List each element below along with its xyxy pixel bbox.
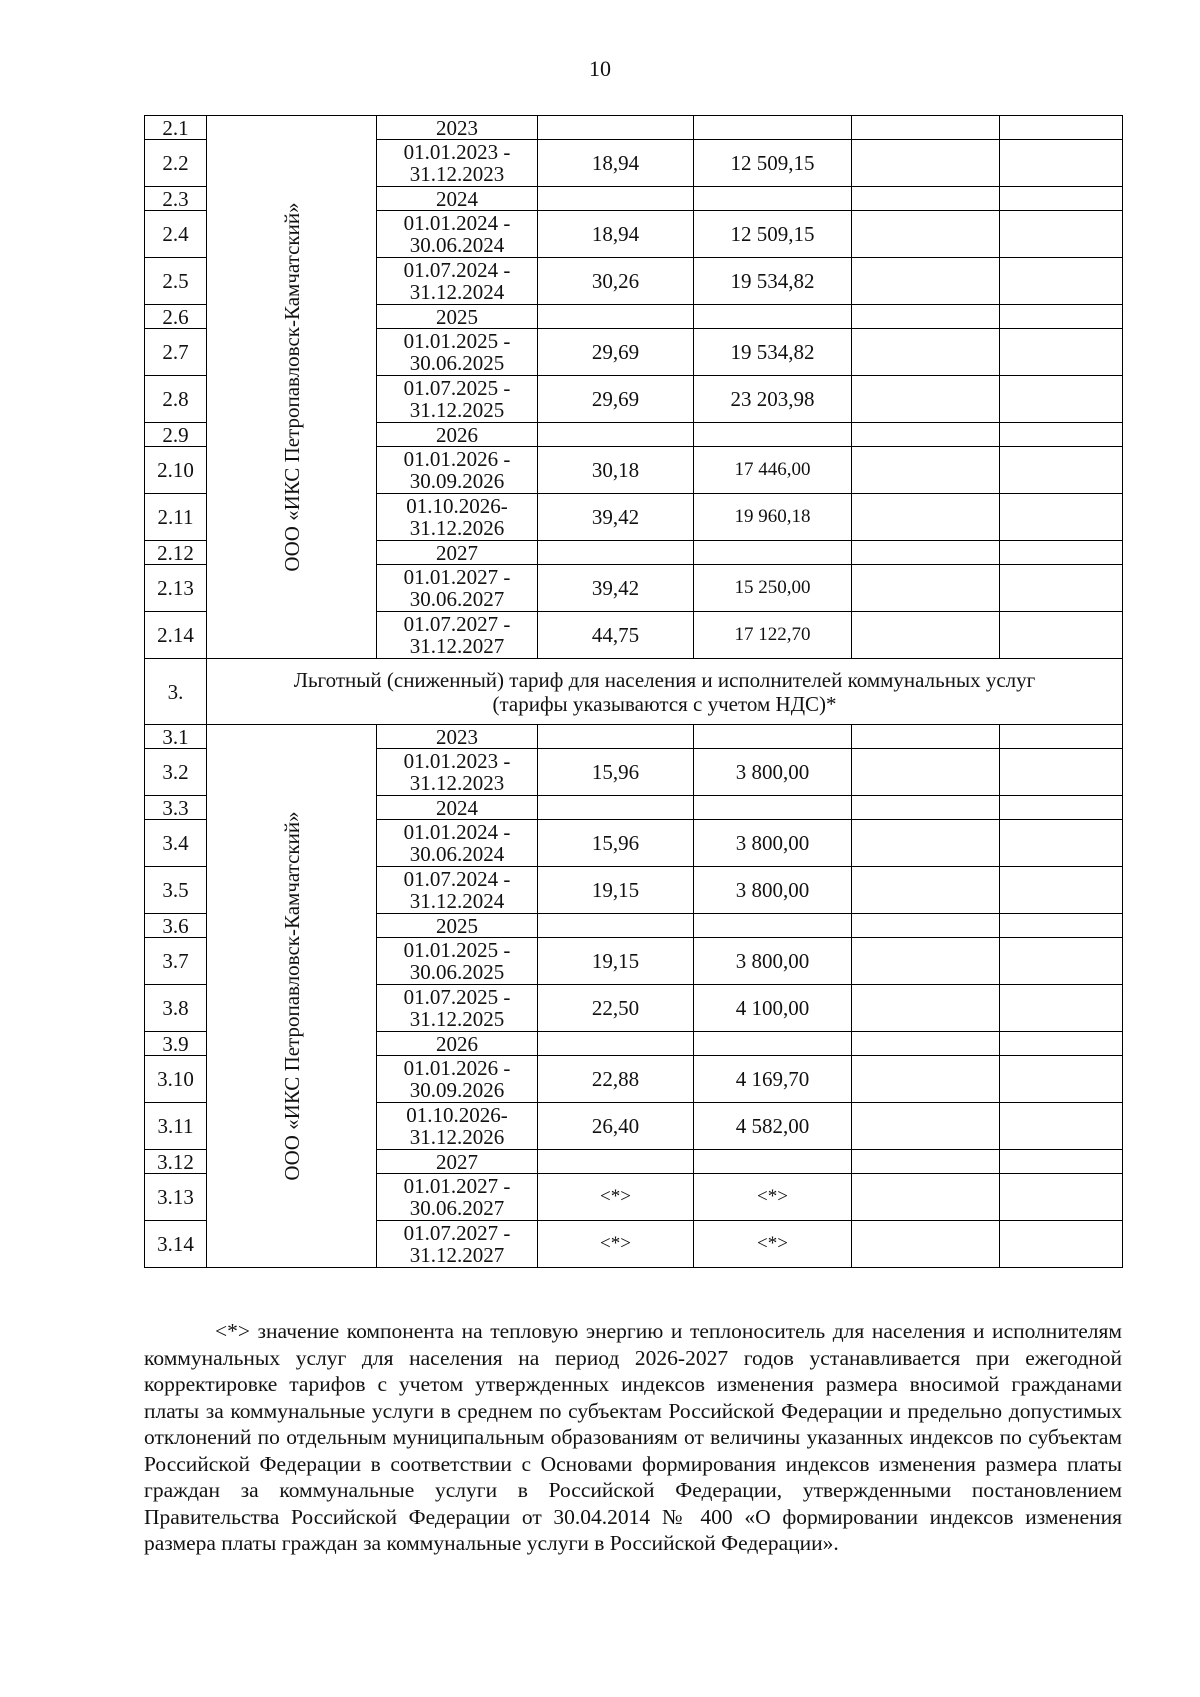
value-cell-1: 22,50 [538, 985, 694, 1032]
period-cell [377, 494, 538, 541]
section-3-body [145, 725, 1123, 1268]
value-cell-1: 39,42 [538, 565, 694, 612]
row-number: 3.7 [145, 938, 207, 985]
value-cell-2: 3 800,00 [694, 867, 852, 914]
empty-cell [852, 1103, 1000, 1150]
period-start: 01.01.2023 - [403, 749, 511, 773]
value-cell-1: 30,26 [538, 258, 694, 305]
row-number: 3.11 [145, 1103, 207, 1150]
organization-cell [207, 116, 377, 659]
empty-cell [852, 376, 1000, 423]
empty-cell [694, 914, 852, 938]
section-title-line-1: Льготный (сниженный) тариф для населения и исполнителей коммунальных услуг [293, 667, 1036, 692]
row-number: 3.5 [145, 867, 207, 914]
value-cell-1: 22,88 [538, 1056, 694, 1103]
empty-cell [852, 867, 1000, 914]
period-end: 30.06.2024 [409, 842, 505, 866]
row-number: 3.12 [145, 1150, 207, 1174]
value-cell-1: 29,69 [538, 376, 694, 423]
period-start: 01.10.2026- [406, 1103, 508, 1127]
period-end: 31.12.2027 [409, 634, 505, 658]
value-cell-2: 3 800,00 [694, 820, 852, 867]
empty-cell [1000, 211, 1123, 258]
value-cell-2: 4 582,00 [694, 1103, 852, 1150]
row-number: 3.2 [145, 749, 207, 796]
empty-cell [852, 796, 1000, 820]
empty-cell [852, 305, 1000, 329]
row-number: 2.5 [145, 258, 207, 305]
empty-cell [538, 1150, 694, 1174]
empty-cell [852, 1032, 1000, 1056]
empty-cell [852, 565, 1000, 612]
value-cell-1: 30,18 [538, 447, 694, 494]
empty-cell [852, 329, 1000, 376]
year-cell: 2025 [377, 305, 538, 329]
period-start: 01.01.2023 - [403, 140, 511, 164]
row-number: 3.6 [145, 914, 207, 938]
empty-cell [852, 447, 1000, 494]
empty-cell [1000, 1056, 1123, 1103]
empty-cell [1000, 820, 1123, 867]
row-number: 2.4 [145, 211, 207, 258]
page-number: 10 [589, 56, 611, 81]
row-number: 3.9 [145, 1032, 207, 1056]
section-2-body [145, 116, 1123, 659]
empty-cell [538, 1032, 694, 1056]
empty-cell [1000, 796, 1123, 820]
value-cell-2: 19 960,18 [694, 494, 852, 541]
empty-cell [852, 423, 1000, 447]
row-number: 3.8 [145, 985, 207, 1032]
value-cell-1: 18,94 [538, 140, 694, 187]
value-cell-1: 39,42 [538, 494, 694, 541]
period-start: 01.07.2027 - [403, 1221, 511, 1245]
value-cell-2: 15 250,00 [694, 565, 852, 612]
period-end: 31.12.2025 [409, 398, 505, 422]
row-number: 3. [145, 659, 207, 725]
empty-cell [852, 1150, 1000, 1174]
empty-cell [1000, 914, 1123, 938]
empty-cell [1000, 1103, 1123, 1150]
tariff-table [144, 115, 1123, 1268]
period-end: 31.12.2023 [409, 771, 505, 795]
period-start: 01.07.2025 - [403, 985, 511, 1009]
value-cell-1: 44,75 [538, 612, 694, 659]
empty-cell [1000, 749, 1123, 796]
row-number: 2.9 [145, 423, 207, 447]
period-end: 31.12.2023 [409, 162, 505, 186]
year-cell: 2027 [377, 1150, 538, 1174]
empty-cell [694, 187, 852, 211]
empty-cell [1000, 1032, 1123, 1056]
empty-cell [1000, 612, 1123, 659]
empty-cell [1000, 329, 1123, 376]
period-start: 01.07.2025 - [403, 376, 511, 400]
value-cell-2: 12 509,15 [694, 140, 852, 187]
empty-cell [1000, 938, 1123, 985]
empty-cell [538, 914, 694, 938]
period-end: 31.12.2024 [409, 889, 505, 913]
empty-cell [852, 1174, 1000, 1221]
period-cell [377, 749, 538, 796]
value-cell-2: 3 800,00 [694, 938, 852, 985]
row-number: 2.7 [145, 329, 207, 376]
empty-cell [852, 541, 1000, 565]
value-cell-1: 26,40 [538, 1103, 694, 1150]
empty-cell [1000, 116, 1123, 140]
empty-cell [852, 938, 1000, 985]
organization-name: ООО «ИКС Петропавловск-Камчатский» [279, 811, 304, 1181]
value-cell-2: <*> [694, 1174, 852, 1221]
empty-cell [694, 423, 852, 447]
value-cell-2: 17 122,70 [694, 612, 852, 659]
empty-cell [1000, 541, 1123, 565]
period-cell [377, 612, 538, 659]
period-cell [377, 329, 538, 376]
year-row [145, 725, 1123, 749]
section-title-line-2: (тарифы указываются с учетом НДС)* [492, 691, 837, 716]
period-cell [377, 1174, 538, 1221]
row-number: 3.13 [145, 1174, 207, 1221]
value-cell-2: 4 100,00 [694, 985, 852, 1032]
period-cell [377, 1103, 538, 1150]
value-cell-1: <*> [538, 1221, 694, 1268]
row-number: 3.10 [145, 1056, 207, 1103]
empty-cell [1000, 1221, 1123, 1268]
value-cell-2: 19 534,82 [694, 329, 852, 376]
empty-cell [1000, 258, 1123, 305]
empty-cell [694, 305, 852, 329]
period-end: 31.12.2026 [409, 1125, 505, 1149]
period-end: 31.12.2027 [409, 1243, 505, 1267]
period-end: 30.06.2027 [409, 587, 505, 611]
period-start: 01.10.2026- [406, 494, 508, 518]
row-number: 3.4 [145, 820, 207, 867]
empty-cell [538, 116, 694, 140]
period-cell [377, 1221, 538, 1268]
empty-cell [694, 796, 852, 820]
period-start: 01.01.2024 - [403, 211, 511, 235]
row-number: 2.8 [145, 376, 207, 423]
row-number: 2.12 [145, 541, 207, 565]
empty-cell [1000, 985, 1123, 1032]
period-end: 30.06.2024 [409, 233, 505, 257]
period-cell [377, 565, 538, 612]
period-start: 01.01.2025 - [403, 329, 511, 353]
empty-cell [852, 749, 1000, 796]
row-number: 2.1 [145, 116, 207, 140]
period-start: 01.07.2024 - [403, 258, 511, 282]
period-cell [377, 1056, 538, 1103]
row-number: 3.3 [145, 796, 207, 820]
period-cell [377, 211, 538, 258]
period-cell [377, 376, 538, 423]
row-number: 3.1 [145, 725, 207, 749]
row-number: 2.11 [145, 494, 207, 541]
period-cell [377, 938, 538, 985]
empty-cell [1000, 140, 1123, 187]
period-cell [377, 258, 538, 305]
period-end: 30.09.2026 [409, 1078, 505, 1102]
section-3-header [145, 659, 1123, 725]
value-cell-1: 18,94 [538, 211, 694, 258]
row-number: 2.6 [145, 305, 207, 329]
value-cell-1: 29,69 [538, 329, 694, 376]
period-end: 30.06.2025 [409, 351, 505, 375]
year-cell: 2024 [377, 796, 538, 820]
empty-cell [538, 796, 694, 820]
empty-cell [1000, 376, 1123, 423]
year-cell: 2023 [377, 725, 538, 749]
empty-cell [852, 1221, 1000, 1268]
empty-cell [1000, 1150, 1123, 1174]
row-number: 2.13 [145, 565, 207, 612]
year-cell: 2027 [377, 541, 538, 565]
empty-cell [538, 423, 694, 447]
period-start: 01.01.2027 - [403, 565, 511, 589]
period-end: 31.12.2024 [409, 280, 505, 304]
empty-cell [538, 541, 694, 565]
row-number: 2.2 [145, 140, 207, 187]
period-cell [377, 867, 538, 914]
value-cell-2: 23 203,98 [694, 376, 852, 423]
empty-cell [852, 612, 1000, 659]
section-title [207, 659, 1123, 725]
empty-cell [1000, 1174, 1123, 1221]
year-cell: 2025 [377, 914, 538, 938]
organization-cell [207, 725, 377, 1268]
value-cell-2: 4 169,70 [694, 1056, 852, 1103]
empty-cell [852, 985, 1000, 1032]
row-number: 2.3 [145, 187, 207, 211]
empty-cell [1000, 305, 1123, 329]
period-cell [377, 447, 538, 494]
period-start: 01.01.2026 - [403, 447, 511, 471]
empty-cell [852, 140, 1000, 187]
period-end: 30.09.2026 [409, 469, 505, 493]
value-cell-1: 15,96 [538, 749, 694, 796]
value-cell-1: 19,15 [538, 867, 694, 914]
empty-cell [852, 725, 1000, 749]
empty-cell [1000, 867, 1123, 914]
row-number: 2.14 [145, 612, 207, 659]
empty-cell [1000, 725, 1123, 749]
section-3-title-row [145, 659, 1123, 725]
period-start: 01.01.2025 - [403, 938, 511, 962]
value-cell-2: 12 509,15 [694, 211, 852, 258]
empty-cell [694, 116, 852, 140]
value-cell-2: 3 800,00 [694, 749, 852, 796]
empty-cell [852, 258, 1000, 305]
empty-cell [694, 1032, 852, 1056]
value-cell-2: 19 534,82 [694, 258, 852, 305]
year-cell: 2026 [377, 1032, 538, 1056]
value-cell-1: 19,15 [538, 938, 694, 985]
value-cell-1: <*> [538, 1174, 694, 1221]
empty-cell [1000, 565, 1123, 612]
period-cell [377, 140, 538, 187]
row-number: 2.10 [145, 447, 207, 494]
value-cell-1: 15,96 [538, 820, 694, 867]
empty-cell [1000, 494, 1123, 541]
empty-cell [538, 725, 694, 749]
empty-cell [1000, 187, 1123, 211]
period-end: 30.06.2027 [409, 1196, 505, 1220]
row-number: 3.14 [145, 1221, 207, 1268]
empty-cell [852, 494, 1000, 541]
period-start: 01.01.2026 - [403, 1056, 511, 1080]
year-cell: 2024 [377, 187, 538, 211]
empty-cell [852, 820, 1000, 867]
period-start: 01.01.2024 - [403, 820, 511, 844]
empty-cell [538, 305, 694, 329]
period-start: 01.07.2024 - [403, 867, 511, 891]
empty-cell [852, 211, 1000, 258]
empty-cell [852, 187, 1000, 211]
period-end: 30.06.2025 [409, 960, 505, 984]
empty-cell [1000, 447, 1123, 494]
empty-cell [1000, 423, 1123, 447]
empty-cell [852, 1056, 1000, 1103]
organization-name: ООО «ИКС Петропавловск-Камчатский» [279, 202, 304, 572]
year-row [145, 116, 1123, 140]
empty-cell [694, 1150, 852, 1174]
period-end: 31.12.2026 [409, 516, 505, 540]
footnote: <*> значение компонента на тепловую энергию и теплоноситель для населения и исполнителям коммунальных услуг для населения на период 2026-2027 годов устанавливается при ежегодной корректировке тарифов с учетом утвержденных индексов изменения размера вносимой гражданами платы за коммунальные услуги в среднем по субъектам Российской Федерации и предельно допустимых отклонений по отдельным муниципальным образованиям от величины указанных индексов по субъектам Российской Федерации в соответствии с Основами формирования индексов изменения размера платы граждан за коммунальные услуги в Российской Федерации, утвержденными постановлением Правительства Российской Федерации от 30.04.2014 № 400 «О формировании индексов изменения размера платы граждан за коммунальные услуги в Российской Федерации». [144, 1319, 1122, 1555]
empty-cell [694, 725, 852, 749]
period-end: 31.12.2025 [409, 1007, 505, 1031]
empty-cell [694, 541, 852, 565]
empty-cell [852, 116, 1000, 140]
year-cell: 2023 [377, 116, 538, 140]
value-cell-2: <*> [694, 1221, 852, 1268]
empty-cell [852, 914, 1000, 938]
period-start: 01.07.2027 - [403, 612, 511, 636]
empty-cell [538, 187, 694, 211]
period-cell [377, 820, 538, 867]
value-cell-2: 17 446,00 [694, 447, 852, 494]
period-start: 01.01.2027 - [403, 1174, 511, 1198]
period-cell [377, 985, 538, 1032]
year-cell: 2026 [377, 423, 538, 447]
